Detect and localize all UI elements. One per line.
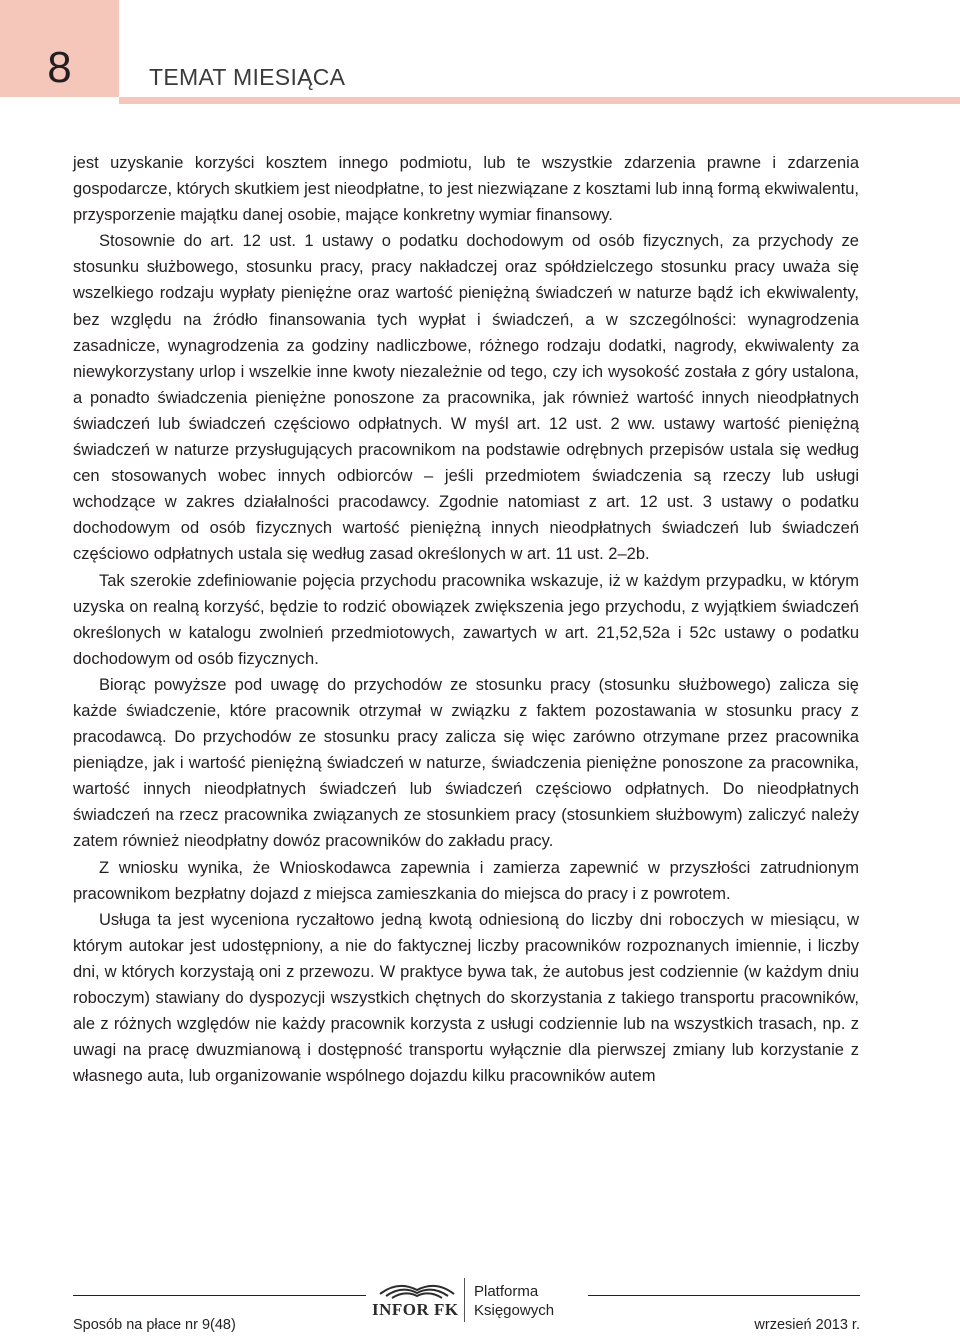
logo-text: INFOR FK [372, 1300, 459, 1319]
paragraph: Tak szerokie zdefiniowanie pojęcia przychodu pracownika wskazuje, iż w każdym przypadku, w którym uzyska on realną korzyść, będzie to rodzić obowiązek zwiększenia jego przychodu, z wyjątkiem świadczeń określonych w katalogu zwolnień przedmiotowych, zawartych w art. 21,52,52a i 52c ustawy o podatku dochodowym od osób fizycznych. [73, 571, 859, 668]
logo-subtitle-line: Platforma [474, 1283, 539, 1300]
paragraph: Usługa ta jest wyceniona ryczałtowo jedną kwotą odniesioną do liczby dni roboczych w miesiącu, w którym autokar jest udostępniony, a nie do faktycznej liczby pracowników rozpoznanych imiennie, i liczby dni, w których korzystają oni z przewozu. W praktyce bywa tak, że autobus jest codziennie (w każdym dniu roboczym) stawiany do dyspozycji wszystkich chętnych do skorzystania z takiego transportu pracowników, ale z różnych względów nie każdy pracownik korzysta z usługi codziennie lub na wszystkich trasach, np. z uwagi na pracę dwuzmianową i dostępność transportu wyłącznie dla pierwszej zmiany lub korzystanie z własnego auta, lub organizowanie wspólnego dojazdu kilku pracowników autem [73, 910, 859, 1086]
footer-rule-left [73, 1295, 366, 1296]
article-body [73, 150, 859, 1089]
paragraph: jest uzyskanie korzyści kosztem innego podmiotu, lub te wszystkie zdarzenia prawne i zdarzenia gospodarcze, których skutkiem jest nieodpłatne, to jest niezwiązane z kosztami lub inną formą ekwiwalentu, przysporzenie majątku danej osobie, mające konkretny wymiar finansowy. [73, 154, 859, 225]
header-rule [119, 97, 960, 104]
section-title: TEMAT MIESIĄCA [149, 64, 346, 90]
page-header [0, 0, 960, 104]
logo-divider [464, 1278, 465, 1322]
page-number: 8 [47, 43, 72, 92]
logo-subtitle-line: Księgowych [474, 1302, 555, 1319]
publication-name: Sposób na płace nr 9(48) [73, 1317, 236, 1333]
book-icon [372, 1276, 462, 1300]
page-footer [0, 1270, 960, 1336]
logo-subtitle [474, 1282, 554, 1320]
paragraph: Stosownie do art. 12 ust. 1 ustawy o podatku dochodowym od osób fizycznych, za przychody ze stosunku służbowego, stosunku pracy, pracy nakładczej oraz spółdzielczego stosunku pracy uważa się wszelkiego rodzaju wypłaty pieniężne oraz wartość pieniężną świadczeń w naturze bądź ich ekwiwalenty, bez względu na źródło finansowania tych wypłat i świadczeń, a w szczególności: wynagrodzenia zasadnicze, wynagrodzenia za godziny nadliczbowe, różnego rodzaju dodatki, nagrody, ekwiwalenty za niewykorzystany urlop i wszelkie inne kwoty niezależnie od tego, czy ich wysokość została z góry ustalona, a ponadto świadczenia pieniężne ponoszone za pracownika, jak również wartość innych nieodpłatnych świadczeń lub świadczeń częściowo odpłatnych. W myśl art. 12 ust. 2 ww. ustawy wartość pieniężną świadczeń w naturze przysługujących pracownikom na podstawie odrębnych przepisów ustala się według cen stosowanych wobec innych odbiorców – jeśli przedmiotem świadczenia są rzeczy lub usługi wchodzące w zakres działalności pracodawcy. Zgodnie natomiast z art. 12 ust. 3 ustawy o podatku dochodowym od osób fizycznych wartość pieniężną innych nieodpłatnych świadczeń lub świadczeń częściowo odpłatnych ustala się według zasad określonych w art. 11 ust. 2–2b. [73, 232, 859, 564]
footer-rule-right [588, 1295, 860, 1296]
issue-date: wrzesień 2013 r. [754, 1317, 860, 1333]
paragraph: Z wniosku wynika, że Wnioskodawca zapewnia i zamierza zapewnić w przyszłości zatrudnionym pracownikom bezpłatny dojazd z miejsca zamieszkania do miejsca do pracy i z powrotem. [73, 858, 859, 903]
infor-fk-logo [372, 1276, 572, 1328]
page-number-box [0, 0, 119, 97]
paragraph: Biorąc powyższe pod uwagę do przychodów ze stosunku pracy (stosunku służbowego) zalicza się każde świadczenie, które pracownik otrzymał w związku z faktem pozostawania w stosunku pracy z pracodawcą. Do przychodów ze stosunku pracy zalicza się więc zarówno otrzymane przez pracownika pieniądze, jak i wartość pieniężną świadczeń w naturze, świadczenia pieniężne ponoszone za pracownika, wartość innych nieodpłatnych świadczeń lub świadczeń częściowo odpłatnych. Do nieodpłatnych świadczeń na rzecz pracownika związanych ze stosunkiem pracy (stosunkiem służbowym) zaliczyć należy zatem również nieodpłatny dowóz pracowników do zakładu pracy. [73, 675, 859, 851]
